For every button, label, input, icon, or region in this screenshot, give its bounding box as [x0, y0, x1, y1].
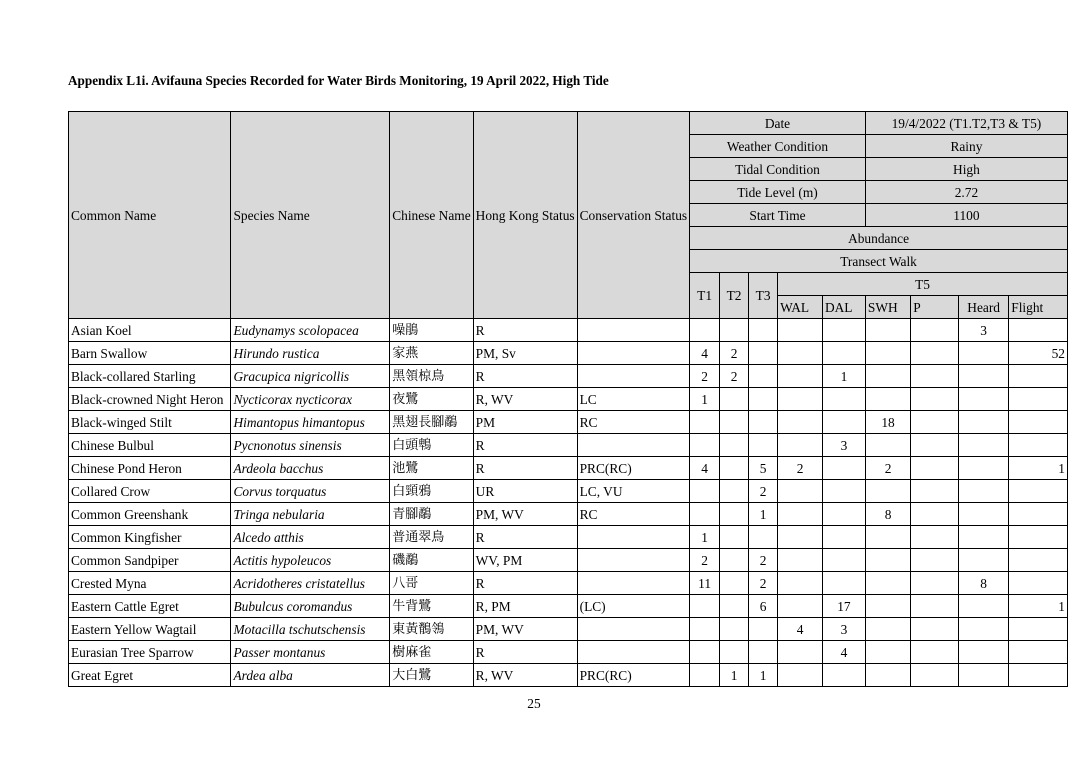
cell-flight [1009, 365, 1068, 388]
cell-chinese-name: 大白鷺 [390, 664, 473, 687]
cell-hk-status: R, WV [473, 388, 577, 411]
cell-p [911, 618, 959, 641]
cell-flight [1009, 388, 1068, 411]
cell-dal [822, 319, 865, 342]
header-conservation-status: Conservation Status [577, 112, 690, 319]
table-row [69, 572, 1068, 595]
cell-swh [865, 572, 910, 595]
table-row [69, 549, 1068, 572]
cell-wal [778, 342, 823, 365]
cell-swh [865, 342, 910, 365]
cell-swh: 18 [865, 411, 910, 434]
cell-common-name: Eastern Yellow Wagtail [69, 618, 231, 641]
header-tide-level-label: Tide Level (m) [690, 181, 866, 204]
cell-t2 [720, 457, 749, 480]
cell-heard [959, 365, 1009, 388]
header-transect-walk: Transect Walk [690, 250, 1068, 273]
cell-swh [865, 641, 910, 664]
cell-heard [959, 411, 1009, 434]
cell-p [911, 503, 959, 526]
header-wal: WAL [778, 296, 823, 319]
cell-flight [1009, 549, 1068, 572]
cell-swh [865, 549, 910, 572]
cell-p [911, 411, 959, 434]
cell-heard [959, 664, 1009, 687]
cell-species-name: Passer montanus [231, 641, 390, 664]
table-row [69, 503, 1068, 526]
cell-species-name: Nycticorax nycticorax [231, 388, 390, 411]
cell-t2 [720, 503, 749, 526]
cell-conservation-status [577, 319, 690, 342]
cell-species-name: Pycnonotus sinensis [231, 434, 390, 457]
cell-swh [865, 365, 910, 388]
header-p: P [911, 296, 959, 319]
cell-wal [778, 503, 823, 526]
cell-heard [959, 549, 1009, 572]
cell-t3: 2 [749, 572, 778, 595]
cell-wal: 2 [778, 457, 823, 480]
cell-t3 [749, 411, 778, 434]
cell-hk-status: R [473, 365, 577, 388]
cell-p [911, 342, 959, 365]
cell-flight: 52 [1009, 342, 1068, 365]
cell-p [911, 641, 959, 664]
cell-p [911, 434, 959, 457]
cell-species-name: Tringa nebularia [231, 503, 390, 526]
cell-swh [865, 595, 910, 618]
table-row [69, 664, 1068, 687]
cell-heard [959, 618, 1009, 641]
cell-dal [822, 664, 865, 687]
cell-common-name: Crested Myna [69, 572, 231, 595]
cell-conservation-status: PRC(RC) [577, 664, 690, 687]
cell-t2 [720, 526, 749, 549]
cell-t2 [720, 618, 749, 641]
header-weather-label: Weather Condition [690, 135, 866, 158]
cell-chinese-name: 白頭鵯 [390, 434, 473, 457]
cell-common-name: Chinese Bulbul [69, 434, 231, 457]
table-row [69, 342, 1068, 365]
cell-t2 [720, 388, 749, 411]
cell-species-name: Actitis hypoleucos [231, 549, 390, 572]
cell-species-name: Himantopus himantopus [231, 411, 390, 434]
cell-dal [822, 526, 865, 549]
cell-conservation-status [577, 342, 690, 365]
cell-hk-status: R [473, 434, 577, 457]
header-row-date [69, 112, 1068, 135]
cell-hk-status: R [473, 319, 577, 342]
cell-heard [959, 457, 1009, 480]
cell-common-name: Eastern Cattle Egret [69, 595, 231, 618]
cell-t1 [690, 595, 720, 618]
cell-t3: 1 [749, 503, 778, 526]
cell-swh: 8 [865, 503, 910, 526]
cell-heard [959, 342, 1009, 365]
header-dal: DAL [822, 296, 865, 319]
cell-heard [959, 480, 1009, 503]
cell-chinese-name: 磯鷸 [390, 549, 473, 572]
table-row [69, 319, 1068, 342]
cell-chinese-name: 樹麻雀 [390, 641, 473, 664]
cell-common-name: Asian Koel [69, 319, 231, 342]
table-row [69, 411, 1068, 434]
cell-p [911, 572, 959, 595]
cell-t1 [690, 618, 720, 641]
cell-swh [865, 388, 910, 411]
cell-species-name: Acridotheres cristatellus [231, 572, 390, 595]
cell-hk-status: PM, WV [473, 618, 577, 641]
cell-p [911, 595, 959, 618]
cell-wal [778, 526, 823, 549]
cell-conservation-status [577, 434, 690, 457]
cell-heard [959, 595, 1009, 618]
page-title: Appendix L1i. Avifauna Species Recorded for Water Birds Monitoring, 19 April 2022, High Tide [68, 73, 609, 88]
cell-conservation-status: PRC(RC) [577, 457, 690, 480]
cell-common-name: Black-collared Starling [69, 365, 231, 388]
cell-t2 [720, 595, 749, 618]
header-swh: SWH [865, 296, 910, 319]
cell-t2 [720, 319, 749, 342]
cell-conservation-status: (LC) [577, 595, 690, 618]
cell-t1 [690, 434, 720, 457]
header-tidal-label: Tidal Condition [690, 158, 866, 181]
header-t3: T3 [749, 273, 778, 319]
cell-t1 [690, 411, 720, 434]
cell-flight [1009, 434, 1068, 457]
cell-species-name: Motacilla tschutschensis [231, 618, 390, 641]
cell-species-name: Alcedo atthis [231, 526, 390, 549]
cell-common-name: Common Kingfisher [69, 526, 231, 549]
cell-chinese-name: 家燕 [390, 342, 473, 365]
cell-species-name: Ardeola bacchus [231, 457, 390, 480]
cell-hk-status: R, WV [473, 664, 577, 687]
cell-species-name: Corvus torquatus [231, 480, 390, 503]
cell-flight [1009, 526, 1068, 549]
cell-flight [1009, 503, 1068, 526]
header-chinese-name: Chinese Name [390, 112, 473, 319]
cell-p [911, 549, 959, 572]
cell-t3: 2 [749, 549, 778, 572]
cell-heard [959, 641, 1009, 664]
cell-conservation-status: RC [577, 503, 690, 526]
cell-t1 [690, 641, 720, 664]
cell-dal [822, 503, 865, 526]
cell-flight [1009, 618, 1068, 641]
cell-wal [778, 365, 823, 388]
cell-species-name: Ardea alba [231, 664, 390, 687]
cell-chinese-name: 普通翠鳥 [390, 526, 473, 549]
cell-common-name: Great Egret [69, 664, 231, 687]
header-start-time-value: 1100 [865, 204, 1067, 227]
cell-chinese-name: 青腳鷸 [390, 503, 473, 526]
cell-wal [778, 664, 823, 687]
cell-conservation-status [577, 572, 690, 595]
cell-dal: 1 [822, 365, 865, 388]
cell-dal [822, 411, 865, 434]
cell-chinese-name: 東黃鶺鴒 [390, 618, 473, 641]
cell-hk-status: R, PM [473, 595, 577, 618]
cell-heard: 8 [959, 572, 1009, 595]
cell-wal [778, 641, 823, 664]
cell-common-name: Barn Swallow [69, 342, 231, 365]
cell-chinese-name: 池鷺 [390, 457, 473, 480]
cell-species-name: Hirundo rustica [231, 342, 390, 365]
cell-t1: 2 [690, 365, 720, 388]
table-row [69, 457, 1068, 480]
header-date-value: 19/4/2022 (T1.T2,T3 & T5) [865, 112, 1067, 135]
cell-t1 [690, 503, 720, 526]
cell-t2 [720, 434, 749, 457]
cell-wal [778, 595, 823, 618]
species-table [68, 111, 1068, 687]
cell-t1: 1 [690, 388, 720, 411]
cell-wal: 4 [778, 618, 823, 641]
header-weather-value: Rainy [865, 135, 1067, 158]
cell-t3 [749, 319, 778, 342]
cell-t3: 1 [749, 664, 778, 687]
cell-dal [822, 388, 865, 411]
table-row [69, 480, 1068, 503]
cell-t1: 2 [690, 549, 720, 572]
cell-p [911, 365, 959, 388]
cell-dal [822, 572, 865, 595]
cell-wal [778, 411, 823, 434]
cell-t3 [749, 365, 778, 388]
page-number: 25 [527, 696, 541, 711]
cell-wal [778, 388, 823, 411]
cell-chinese-name: 噪鵑 [390, 319, 473, 342]
cell-hk-status: PM, Sv [473, 342, 577, 365]
cell-conservation-status [577, 641, 690, 664]
table-row [69, 595, 1068, 618]
cell-swh [865, 434, 910, 457]
header-abundance: Abundance [690, 227, 1068, 250]
cell-species-name: Eudynamys scolopacea [231, 319, 390, 342]
cell-species-name: Gracupica nigricollis [231, 365, 390, 388]
cell-t1: 11 [690, 572, 720, 595]
cell-t2 [720, 411, 749, 434]
cell-chinese-name: 白頸鴉 [390, 480, 473, 503]
header-flight: Flight [1009, 296, 1068, 319]
cell-hk-status: R [473, 572, 577, 595]
cell-hk-status: PM, WV [473, 503, 577, 526]
cell-common-name: Chinese Pond Heron [69, 457, 231, 480]
cell-common-name: Common Sandpiper [69, 549, 231, 572]
cell-t3 [749, 434, 778, 457]
cell-conservation-status [577, 365, 690, 388]
cell-hk-status: WV, PM [473, 549, 577, 572]
cell-swh [865, 618, 910, 641]
cell-swh [865, 480, 910, 503]
cell-t1 [690, 319, 720, 342]
cell-swh [865, 526, 910, 549]
header-hk-status: Hong Kong Status [473, 112, 577, 319]
cell-hk-status: R [473, 641, 577, 664]
header-tidal-value: High [865, 158, 1067, 181]
cell-chinese-name: 八哥 [390, 572, 473, 595]
cell-t3 [749, 526, 778, 549]
cell-flight [1009, 641, 1068, 664]
cell-heard [959, 388, 1009, 411]
cell-common-name: Common Greenshank [69, 503, 231, 526]
cell-chinese-name: 黑翅長腳鷸 [390, 411, 473, 434]
header-start-time-label: Start Time [690, 204, 866, 227]
cell-t1: 4 [690, 342, 720, 365]
cell-t2 [720, 572, 749, 595]
cell-p [911, 664, 959, 687]
table-row [69, 618, 1068, 641]
cell-t3 [749, 618, 778, 641]
cell-t3 [749, 641, 778, 664]
table-row [69, 388, 1068, 411]
header-heard: Heard [959, 296, 1009, 319]
cell-dal: 17 [822, 595, 865, 618]
table-row [69, 434, 1068, 457]
cell-species-name: Bubulcus coromandus [231, 595, 390, 618]
cell-t2 [720, 641, 749, 664]
cell-flight: 1 [1009, 457, 1068, 480]
cell-swh [865, 664, 910, 687]
cell-t2 [720, 480, 749, 503]
cell-dal [822, 457, 865, 480]
cell-t1 [690, 480, 720, 503]
cell-wal [778, 434, 823, 457]
cell-dal: 3 [822, 434, 865, 457]
cell-hk-status: PM [473, 411, 577, 434]
cell-dal: 4 [822, 641, 865, 664]
header-t5: T5 [778, 273, 1068, 296]
cell-heard [959, 503, 1009, 526]
cell-flight [1009, 411, 1068, 434]
cell-t3: 6 [749, 595, 778, 618]
cell-t2: 2 [720, 342, 749, 365]
cell-swh [865, 319, 910, 342]
cell-common-name: Black-crowned Night Heron [69, 388, 231, 411]
table-row [69, 641, 1068, 664]
cell-flight [1009, 319, 1068, 342]
header-species-name: Species Name [231, 112, 390, 319]
cell-t3: 5 [749, 457, 778, 480]
cell-swh: 2 [865, 457, 910, 480]
cell-chinese-name: 黑領椋鳥 [390, 365, 473, 388]
table-row [69, 526, 1068, 549]
cell-wal [778, 549, 823, 572]
cell-t3 [749, 388, 778, 411]
cell-t2 [720, 549, 749, 572]
cell-p [911, 480, 959, 503]
cell-conservation-status [577, 618, 690, 641]
header-t2: T2 [720, 273, 749, 319]
cell-t3 [749, 342, 778, 365]
cell-p [911, 526, 959, 549]
header-common-name: Common Name [69, 112, 231, 319]
cell-p [911, 388, 959, 411]
header-tide-level-value: 2.72 [865, 181, 1067, 204]
cell-dal: 3 [822, 618, 865, 641]
cell-dal [822, 480, 865, 503]
cell-hk-status: R [473, 457, 577, 480]
cell-heard [959, 434, 1009, 457]
cell-conservation-status: RC [577, 411, 690, 434]
cell-common-name: Eurasian Tree Sparrow [69, 641, 231, 664]
cell-t1: 1 [690, 526, 720, 549]
header-t1: T1 [690, 273, 720, 319]
table-row [69, 365, 1068, 388]
cell-t3: 2 [749, 480, 778, 503]
cell-flight [1009, 664, 1068, 687]
cell-heard [959, 526, 1009, 549]
cell-t1 [690, 664, 720, 687]
cell-hk-status: R [473, 526, 577, 549]
cell-hk-status: UR [473, 480, 577, 503]
cell-wal [778, 572, 823, 595]
cell-flight: 1 [1009, 595, 1068, 618]
cell-wal [778, 480, 823, 503]
cell-conservation-status: LC, VU [577, 480, 690, 503]
cell-p [911, 319, 959, 342]
cell-conservation-status [577, 526, 690, 549]
cell-common-name: Black-winged Stilt [69, 411, 231, 434]
cell-wal [778, 319, 823, 342]
cell-dal [822, 342, 865, 365]
header-date-label: Date [690, 112, 866, 135]
cell-t2: 1 [720, 664, 749, 687]
cell-conservation-status: LC [577, 388, 690, 411]
cell-t2: 2 [720, 365, 749, 388]
cell-flight [1009, 480, 1068, 503]
cell-conservation-status [577, 549, 690, 572]
cell-t1: 4 [690, 457, 720, 480]
cell-flight [1009, 572, 1068, 595]
cell-common-name: Collared Crow [69, 480, 231, 503]
cell-dal [822, 549, 865, 572]
cell-heard: 3 [959, 319, 1009, 342]
cell-chinese-name: 夜鷺 [390, 388, 473, 411]
cell-p [911, 457, 959, 480]
cell-chinese-name: 牛背鷺 [390, 595, 473, 618]
